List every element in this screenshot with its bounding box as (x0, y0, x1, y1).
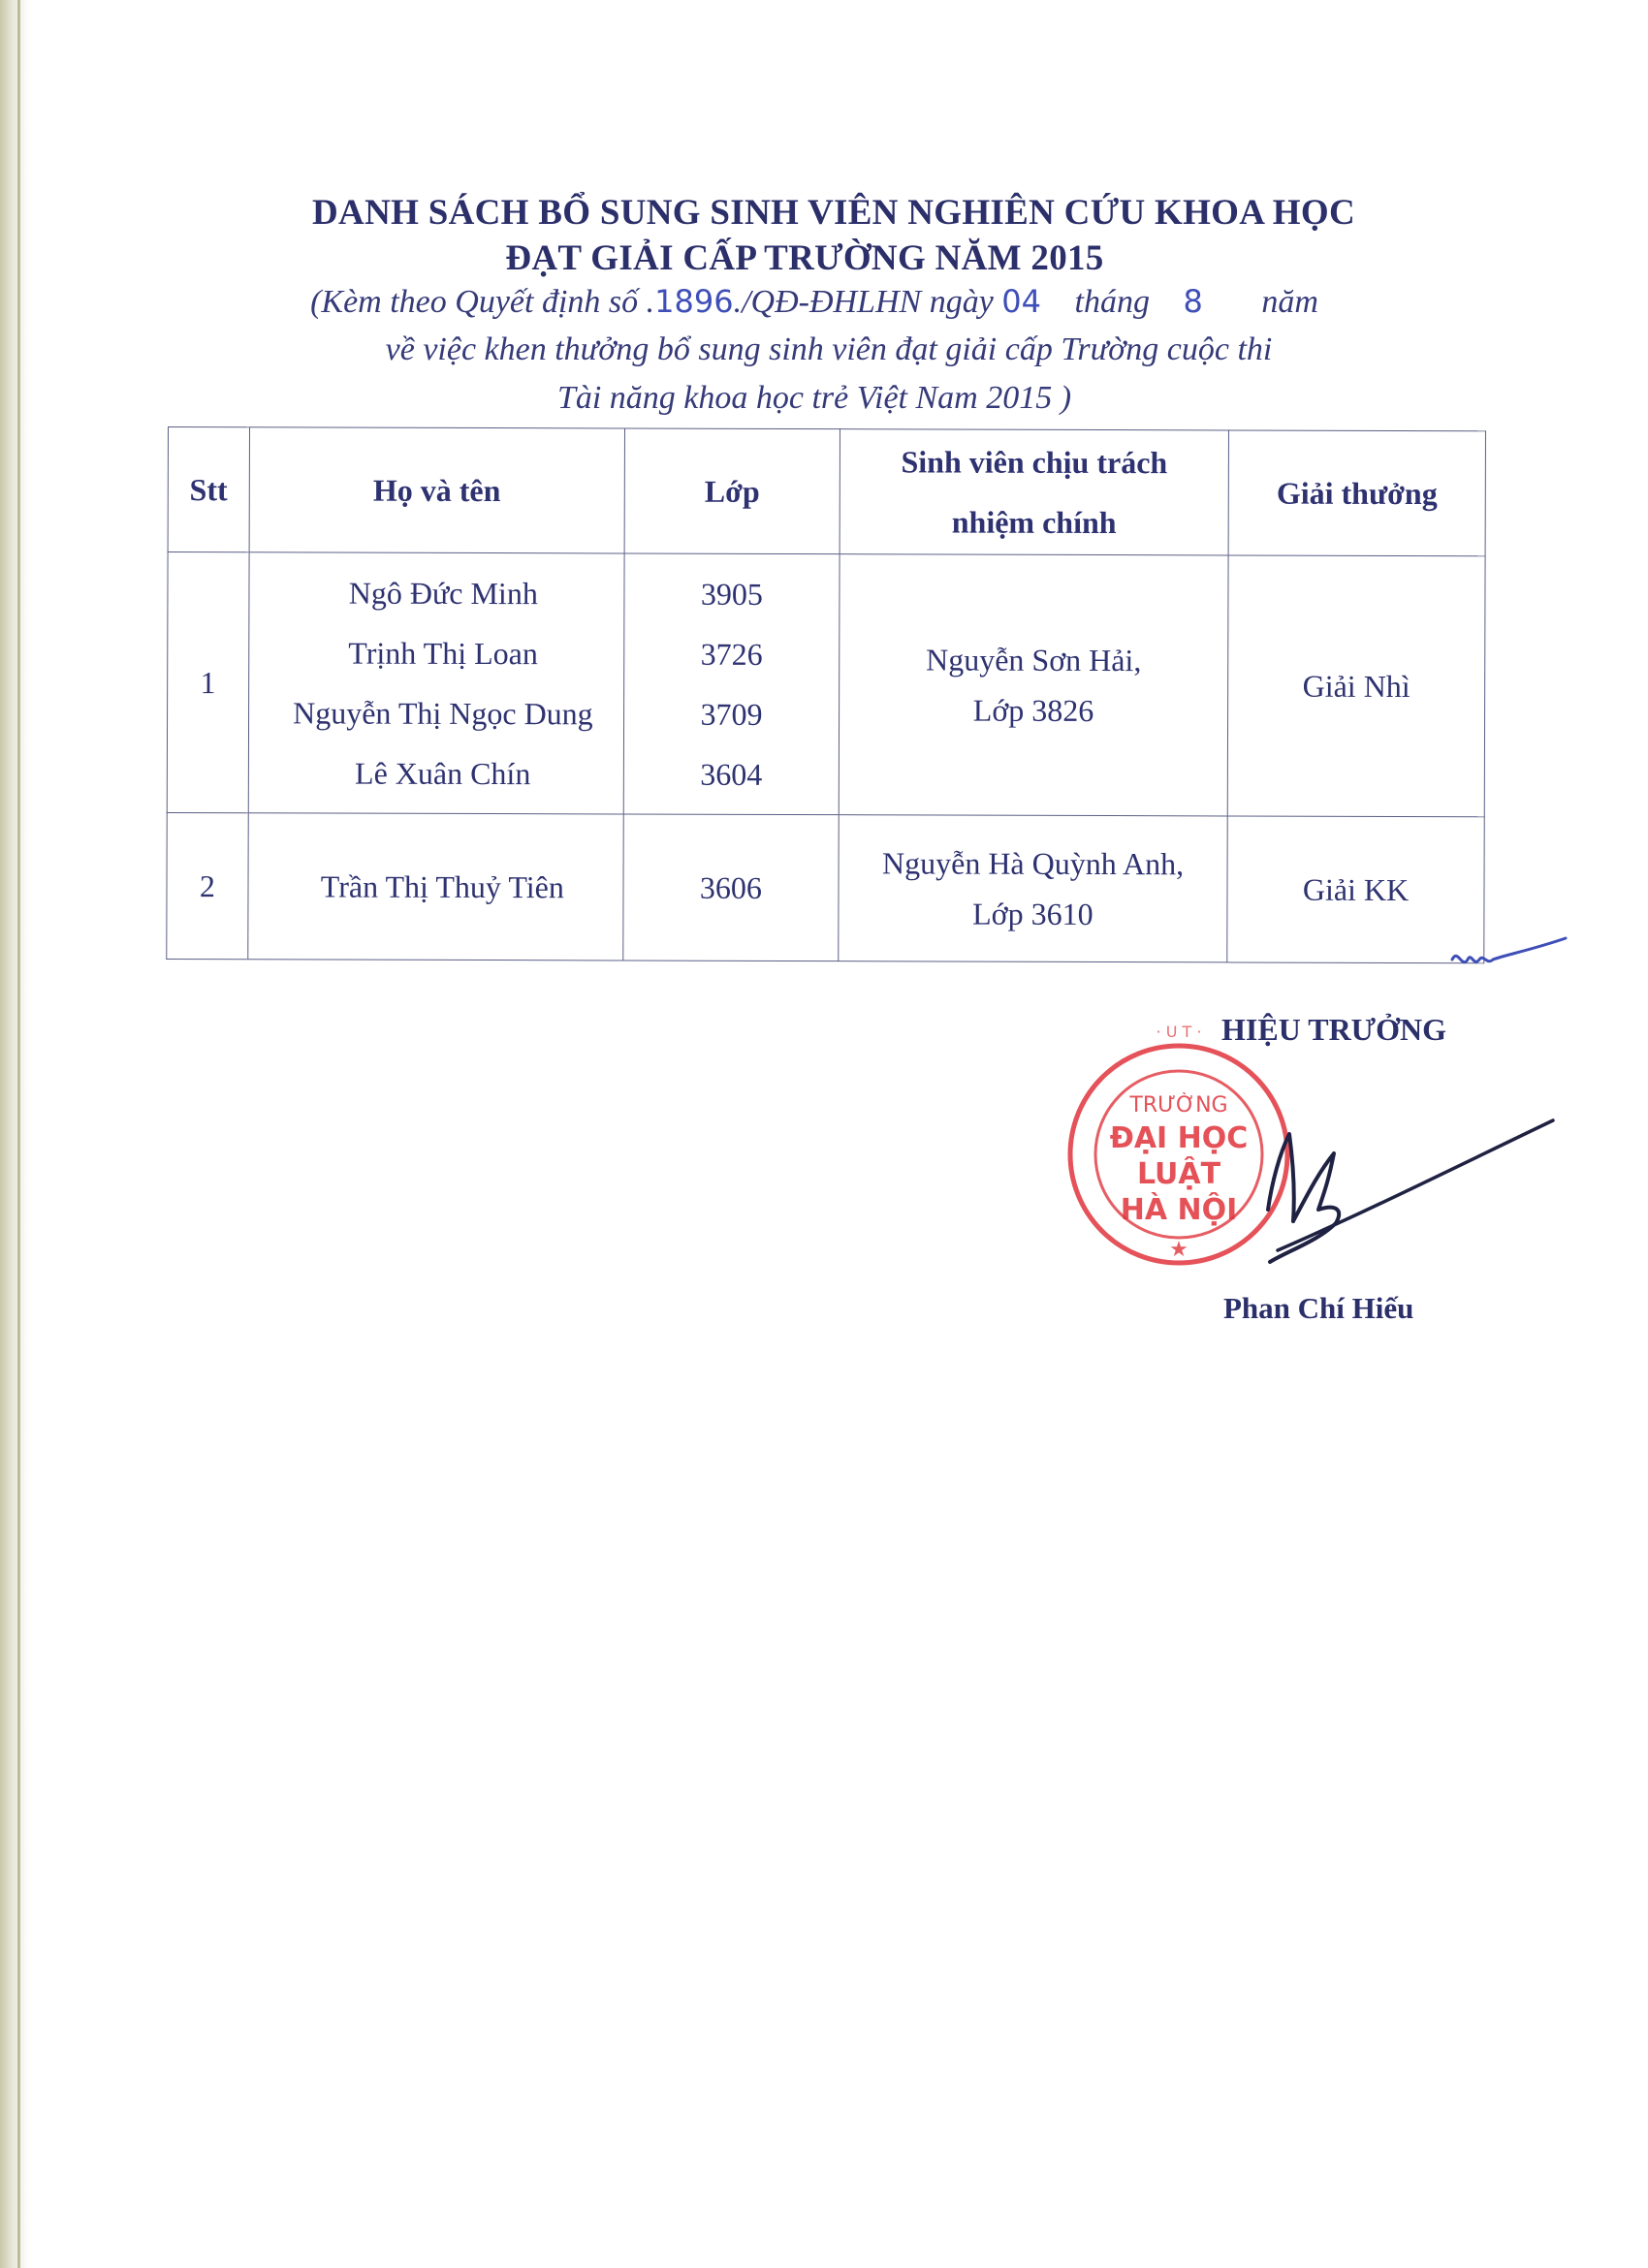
header-responsible-line2: nhiệm chính (951, 504, 1117, 541)
subheading-line2: về việc khen thưởng bổ sung sinh viên đạt giải cấp Trường cuộc thi (385, 331, 1273, 367)
subheading-text-a: (Kèm theo Quyết định số . (310, 284, 655, 320)
subheading-text-c: tháng (1074, 284, 1150, 320)
decision-month: 8 (1183, 283, 1203, 320)
member-name: Ngô Đức Minh (348, 575, 538, 612)
subheading-line1 (0, 283, 1638, 321)
row-names (247, 813, 623, 961)
member-name: Trần Thị Thuỷ Tiên (320, 868, 564, 905)
row-names (248, 552, 624, 814)
signature (1251, 1095, 1570, 1289)
stamp-line1: TRƯỜNG (1129, 1093, 1228, 1118)
table-row (167, 552, 1485, 817)
header-stt: Stt (168, 427, 249, 552)
decision-number: 1896 (654, 283, 734, 320)
row-stt: 1 (167, 552, 249, 813)
row-prize: Giải Nhì (1227, 555, 1485, 817)
stamp-line4: HÀ NỘI (1120, 1193, 1238, 1227)
decision-day: 04 (1001, 283, 1042, 320)
signatory-name: Phan Chí Hiếu (1223, 1291, 1414, 1325)
document-title-line2: ĐẠT GIẢI CẤP TRƯỜNG NĂM 2015 (505, 238, 1104, 278)
subheading-text-b: ./QĐ-ĐHLHN ngày (733, 284, 994, 320)
svg-text:★: ★ (1169, 1238, 1188, 1262)
member-class: 3606 (699, 869, 763, 905)
table-row (167, 812, 1484, 962)
header-responsible-line1: Sinh viên chịu trách (901, 444, 1168, 481)
header-class: Lớp (624, 428, 840, 554)
subheading-text-d: năm (1261, 284, 1318, 320)
header-responsible (840, 429, 1228, 555)
header-name: Họ và tên (249, 427, 625, 553)
responsible-class: Lớp 3826 (972, 692, 1094, 729)
row-prize: Giải KK (1227, 816, 1484, 963)
member-class: 3604 (700, 756, 763, 792)
member-name: Trịnh Thị Loan (348, 635, 538, 672)
document-title-line1: DANH SÁCH BỔ SUNG SINH VIÊN NGHIÊN CỨU KHOA HỌC (312, 193, 1355, 233)
row-responsible (839, 815, 1228, 962)
member-class: 3709 (700, 696, 763, 732)
svg-text:· U T ·: · U T · (1156, 1023, 1202, 1041)
row-responsible (839, 554, 1228, 816)
row-classes (623, 814, 839, 961)
subheading-line3: Tài năng khoa học trẻ Việt Nam 2015 ) (556, 380, 1072, 416)
member-name: Lê Xuân Chín (355, 755, 531, 792)
table-header-row (168, 427, 1485, 556)
member-class: 3905 (700, 576, 763, 612)
stamp-line2: ĐẠI HỌC (1109, 1121, 1249, 1155)
responsible-class: Lớp 3610 (972, 896, 1093, 932)
header-prize: Giải thưởng (1228, 430, 1485, 556)
row-classes (623, 553, 840, 815)
awards-table (166, 426, 1486, 963)
signatory-title: HIỆU TRƯỞNG (1221, 1012, 1447, 1047)
row-stt: 2 (167, 812, 248, 959)
stamp-line3: LUẬT (1136, 1157, 1221, 1191)
responsible-name: Nguyễn Hà Quỳnh Anh, (881, 845, 1185, 882)
initial-mark (1444, 930, 1570, 989)
member-name: Nguyễn Thị Ngọc Dung (293, 695, 593, 732)
responsible-name: Nguyễn Sơn Hải, (926, 642, 1142, 678)
member-class: 3726 (700, 636, 763, 672)
